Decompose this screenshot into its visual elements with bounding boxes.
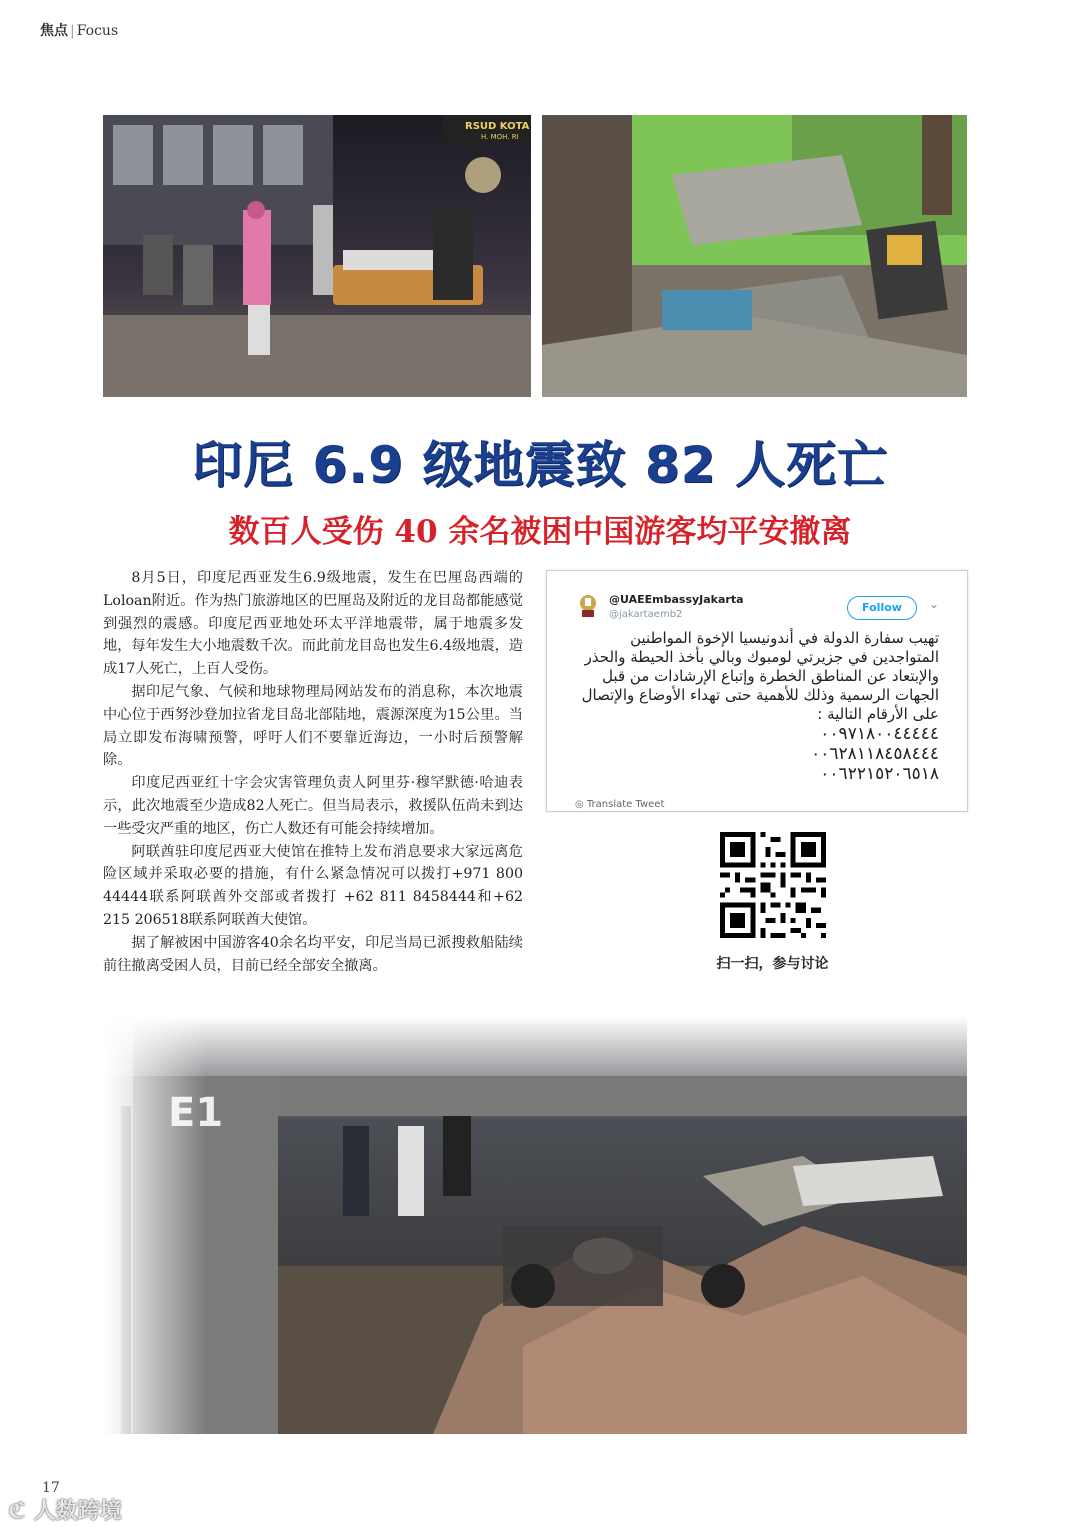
chevron-down-icon[interactable]: ⌄ (929, 597, 940, 611)
paragraph: 据了解被困中国游客40余名均平安，印尼当局已派搜救船陆续前往撤离受困人员，目前已经全部安全撤离。 (103, 934, 523, 974)
collapsed-parking-structure-photo (103, 1016, 967, 1434)
embassy-emblem-icon (577, 593, 599, 619)
tweet-handle: @UAEEmbassyJakarta (609, 593, 744, 606)
qr-caption: 扫一扫，参与讨论 (716, 956, 829, 972)
article-title: 印尼 6.9 级地震致 82 人死亡 (192, 436, 888, 494)
tweet-phone: ٠٠٩٧١٨٠٠٤٤٤٤٤ (820, 724, 939, 744)
follow-button[interactable]: Follow (847, 596, 917, 620)
qr-code-icon[interactable] (720, 832, 826, 938)
hospital-evacuation-photo (103, 115, 531, 397)
globe-icon: ◎ (575, 799, 584, 810)
tweet-phone: ٠٠٦٢٢١٥٢٠٦٥١٨ (820, 764, 939, 784)
translate-label: Translate Tweet (586, 799, 665, 810)
tweet-screenshot (546, 570, 968, 812)
paragraph: 阿联酋驻印度尼西亚大使馆在推特上发布消息要求大家远离危险区域并采取必要的措施，有什么紧急情况可以拨打+971 800 44444联系阿联酋外交部或者拨打 +62 811 8458444和+62 215 206518联系阿联酋大使馆。 (103, 843, 523, 928)
page-number-value: 17 (42, 1480, 60, 1496)
tweet-text (575, 629, 939, 784)
tweet-phone: ٠٠٦٢٨١١٨٤٥٨٤٤٤ (811, 744, 939, 764)
section-label: Focus (76, 23, 119, 39)
header-separator: | (70, 23, 75, 39)
hospital-sign: RSUD KOTA (465, 121, 530, 132)
tweet-username: @jakartaemb2 (609, 609, 683, 620)
watermark-text: 人数跨境 (33, 1499, 122, 1524)
hospital-sign-2: H. MOH. RI (481, 133, 519, 141)
page-header (40, 20, 118, 40)
section-name: 焦点 (40, 23, 68, 39)
watermark-logo-icon: ℭ (8, 1499, 27, 1524)
article-subtitle: 数百人受伤 40 余名被困中国游客均平安撤离 (228, 514, 852, 550)
article-body (103, 567, 523, 977)
watermark (8, 1494, 122, 1525)
translate-tweet-link[interactable] (575, 799, 664, 810)
collapsed-house-photo (542, 115, 967, 397)
tweet-body: تهيب سفارة الدولة في أندونيسيا الإخوة المواطنين المتواجدين في جزيرتي لومبوك وبالي بأخذ الحيطة والحذر والإبتعاد عن المناطق الخطرة وإتباع الإرشادات من قبل الجهات الرسمية وذلك للأهمية حتى تهداء الأوضاع والإتصال على الأرقام التالية : (581, 629, 939, 723)
paragraph: 印度尼西亚红十字会灾害管理负责人阿里芬·穆罕默德·哈迪表示，此次地震至少造成82人死亡。但当局表示，救援队伍尚未到达一些受灾严重的地区，伤亡人数还有可能会持续增加。 (103, 775, 523, 837)
paragraph: 据印尼气象、气候和地球物理局网站发布的消息称，本次地震中心位于西努沙登加拉省龙目岛北部陆地，震源深度为15公里。当局立即发布海啸预警，呼吁人们不要靠近海边，一小时后预警解除。 (103, 683, 523, 769)
paragraph: 8月5日，印度尼西亚发生6.9级地震，发生在巴厘岛西端的Loloan附近。作为热门旅游地区的巴厘岛及附近的龙目岛都能感觉到强烈的震感。印度尼西亚地处环太平洋地震带，属于地震多发地，每年发生大小地震数千次。而此前龙目岛也发生6.4级地震，造成17人死亡，上百人受伤。 (103, 570, 523, 678)
